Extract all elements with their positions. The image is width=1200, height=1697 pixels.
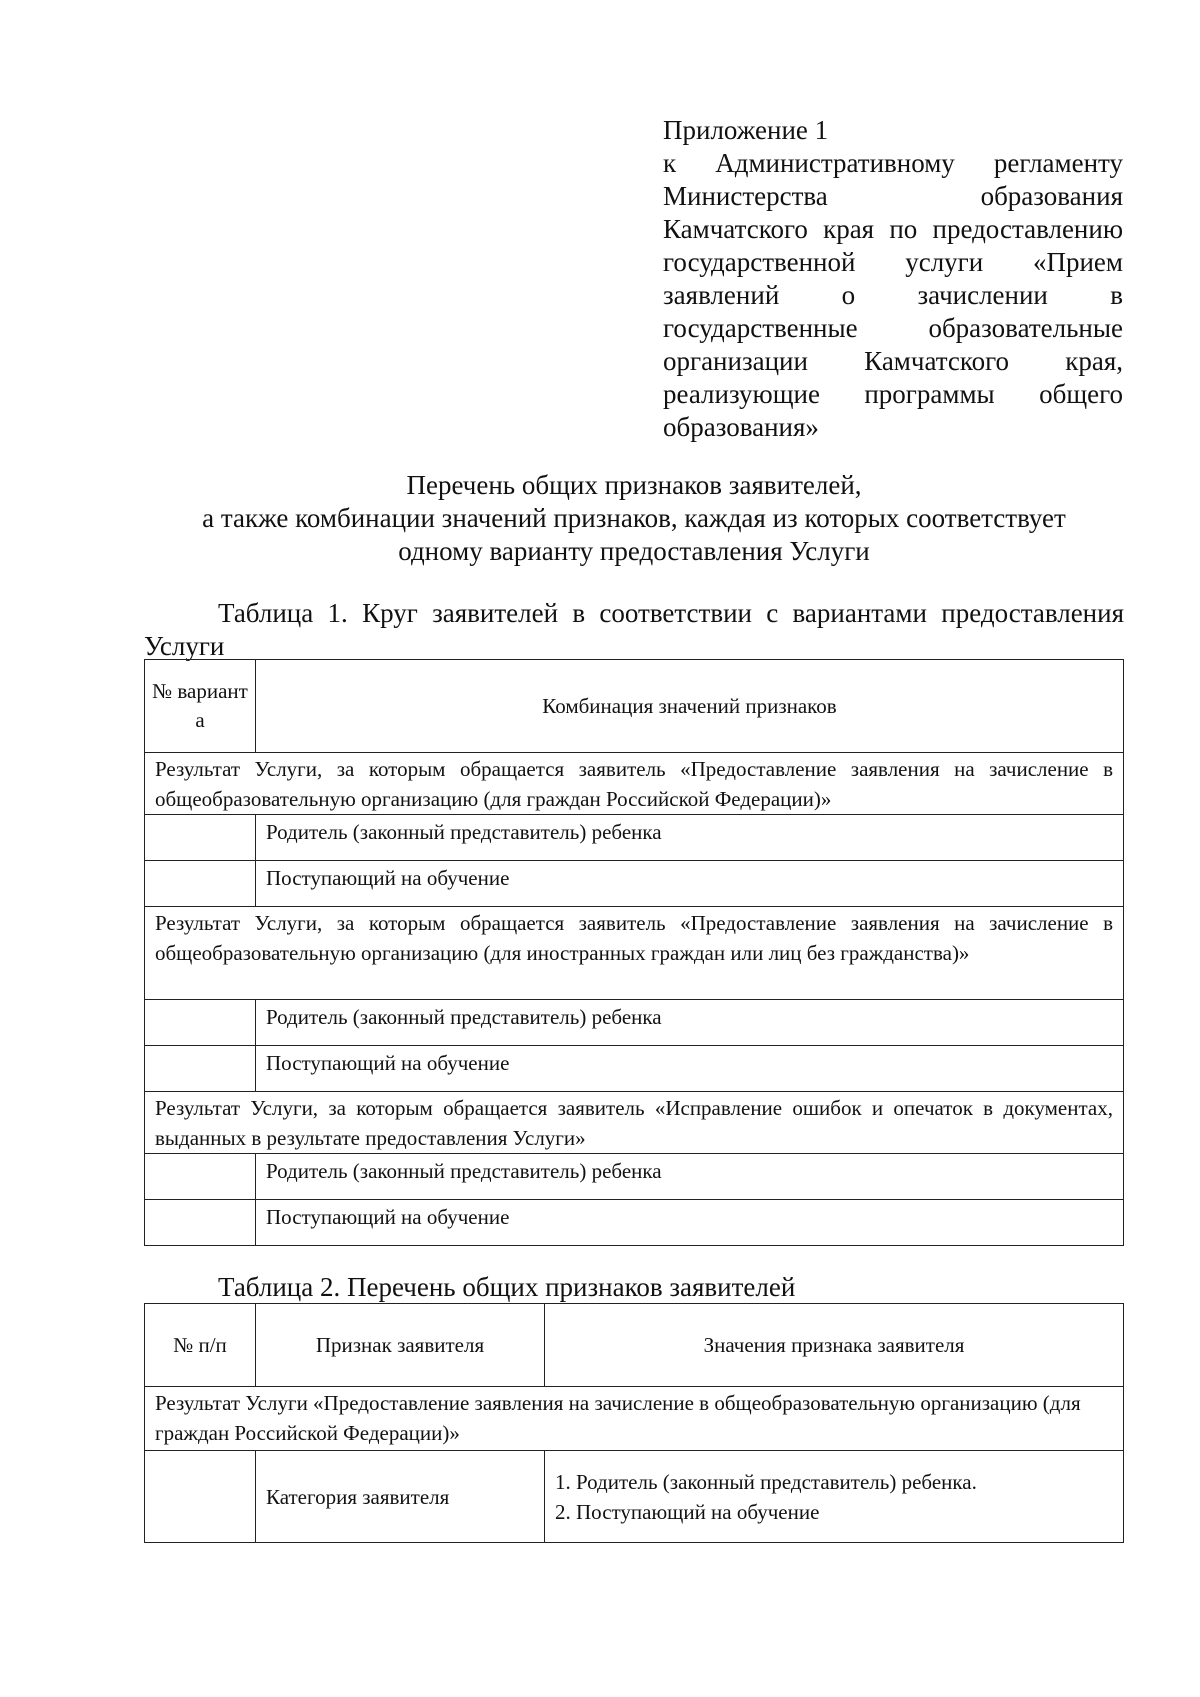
table1-variant-number-cell [145, 1046, 256, 1092]
table1-variant-number-cell [145, 1200, 256, 1246]
table1-value-cell: Поступающий на обучение [256, 1046, 1124, 1092]
table2-header-sign: Признак заявителя [256, 1304, 545, 1387]
table2-applicant-signs [144, 1303, 1124, 1543]
table1-value-cell: Поступающий на обучение [256, 861, 1124, 907]
table2-header-values: Значения признака заявителя [545, 1304, 1124, 1387]
table1-header-variant-number: № вариант а [145, 660, 256, 753]
table1-variant-number-cell [145, 1000, 256, 1046]
table1-result-row [145, 1092, 1124, 1154]
table2-values-cell [545, 1451, 1124, 1543]
page-title-line-1: Перечень общих признаков заявителей, [406, 470, 862, 500]
table2-number-cell [145, 1451, 256, 1543]
table2-value-item: 2. Поступающий на обучение [555, 1499, 820, 1524]
table1-header-row [145, 660, 1124, 753]
table1-caption: Таблица 1. Круг заявителей в соответствии с вариантами предоставления Услуги [144, 598, 1124, 661]
table1-result-cell: Результат Услуги, за которым обращается заявитель «Предоставление заявления на зачисление в общеобразовательную организацию (для иностранных граждан или лиц без гражданства)» [145, 907, 1124, 1000]
appendix-body: к Административному регламенту Министерства образования Камчатского края по предоставлению государственной услуги «Прием заявлений о зачислении в государственные образовательные организации Камчатского края, реализующие программы общего образования» [663, 148, 1123, 442]
table1-value-cell: Родитель (законный представитель) ребенка [256, 815, 1124, 861]
appendix-block [663, 114, 1123, 444]
table-row [145, 1451, 1124, 1543]
table1-result-row [145, 753, 1124, 815]
table1-result-row [145, 907, 1124, 1000]
table-row [145, 861, 1124, 907]
table-row [145, 1046, 1124, 1092]
table2-caption: Таблица 2. Перечень общих признаков заявителей [218, 1272, 796, 1302]
table2-sign-cell: Категория заявителя [256, 1451, 545, 1543]
table1-result-cell: Результат Услуги, за которым обращается заявитель «Исправление ошибок и опечаток в документах, выданных в результате предоставления Услуги» [145, 1092, 1124, 1154]
table1-value-cell: Родитель (законный представитель) ребенка [256, 1000, 1124, 1046]
table2-header-row [145, 1304, 1124, 1387]
appendix-title: Приложение 1 [663, 115, 829, 145]
table-row [145, 1154, 1124, 1200]
table-row [145, 1200, 1124, 1246]
table1-variant-number-cell [145, 1154, 256, 1200]
table1-variant-number-cell [145, 815, 256, 861]
page-title-line-3: одному варианту предоставления Услуги [398, 536, 870, 566]
table2-header-number: № п/п [145, 1304, 256, 1387]
table2-result-row [145, 1387, 1124, 1451]
table1-value-cell: Поступающий на обучение [256, 1200, 1124, 1246]
table1-applicant-variants [144, 659, 1124, 1246]
table2-result-cell: Результат Услуги «Предоставление заявления на зачисление в общеобразовательную организацию (для граждан Российской Федерации)» [145, 1387, 1124, 1451]
table-row [145, 815, 1124, 861]
table1-result-cell: Результат Услуги, за которым обращается заявитель «Предоставление заявления на зачисление в общеобразовательную организацию (для граждан Российской Федерации)» [145, 753, 1124, 815]
table1-value-cell: Родитель (законный представитель) ребенка [256, 1154, 1124, 1200]
table1-header-combination: Комбинация значений признаков [256, 660, 1124, 753]
table1-variant-number-cell [145, 861, 256, 907]
table-row [145, 1000, 1124, 1046]
table2-value-item: 1. Родитель (законный представитель) ребенка. [555, 1469, 977, 1494]
page-title-line-2: а также комбинации значений признаков, каждая из которых соответствует [202, 503, 1066, 533]
page-title [144, 469, 1124, 568]
